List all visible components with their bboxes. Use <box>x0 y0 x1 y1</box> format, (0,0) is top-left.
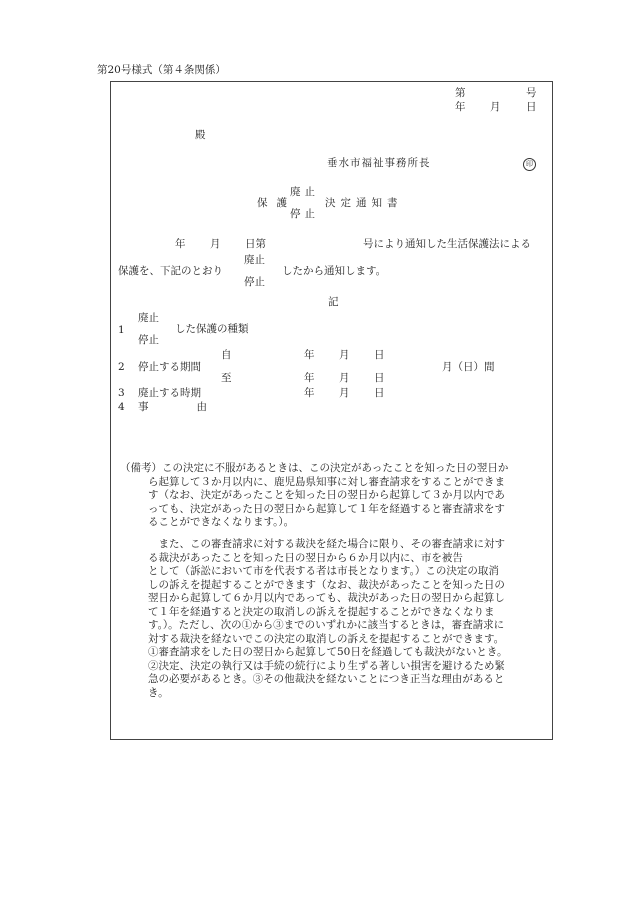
item1-teishi: 停止 <box>138 334 159 346</box>
remarks-line: っても、決定があった日の翌日から起算して１年を経過すると審査請求をす <box>148 502 505 515</box>
remarks-label: （備考） <box>120 462 162 474</box>
form-title: 第20号様式（第４条関係） <box>97 64 226 76</box>
item2-label: 停止する期間 <box>138 361 201 373</box>
item2-month2: 月 <box>339 372 350 384</box>
seal-mark: 印 <box>523 158 536 171</box>
item2-year2: 年 <box>304 372 315 384</box>
doc-no-dai: 第 <box>455 87 466 99</box>
item2-day1: 日 <box>374 349 385 361</box>
remarks-line: この決定に不服があるときは、この決定があったことを知った日の翌日か <box>162 462 509 474</box>
intro-haishi: 廃止 <box>244 254 265 266</box>
date-day: 日 <box>526 101 537 113</box>
title-rest: 決定通知書 <box>325 197 403 209</box>
intro-teishi: 停止 <box>244 276 265 288</box>
ki-heading: 記 <box>328 296 339 308</box>
intro-day-dai: 日第 <box>245 238 266 250</box>
item3-month: 月 <box>339 387 350 399</box>
remarks-line: す。）。ただし、次の①から③までのいずれかに該当するときは，審査請求に <box>148 619 505 631</box>
addressee-dono: 殿 <box>195 129 206 141</box>
remarks-line: て１年を経過すると決定の取消しの訴えを提起することができなくなりま <box>148 605 495 618</box>
remarks-line: す（なお、決定があったことを知った日の翌日から起算して３か月以内であ <box>148 489 505 501</box>
remarks-line: ら起算して３か月以内に、鹿児島県知事に対し審査請求をすることができま <box>148 475 505 488</box>
item1-label: した保護の種類 <box>175 323 249 335</box>
date-month: 月 <box>490 101 501 113</box>
remarks-line: として（訴訟において市を代表する者は市長となります。）この決定の取消 <box>148 565 499 577</box>
title-haishi: 廃止 <box>290 186 319 198</box>
item2-period: 月（日）間 <box>442 361 495 373</box>
intro-rest: 号により通知した生活保護法による <box>363 238 531 250</box>
title-teishi: 停止 <box>290 208 319 220</box>
title-hogo: 保護 <box>257 197 296 209</box>
remarks-line: また、この審査請求に対する裁決を経た場合に限り、その審査請求に対す <box>148 538 505 550</box>
intro-l2-end: したから通知します。 <box>282 265 387 277</box>
intro-year: 年 <box>175 238 186 250</box>
item2-year1: 年 <box>304 349 315 361</box>
item4-no: 4 <box>118 401 125 413</box>
item1-haishi: 廃止 <box>138 312 159 324</box>
item3-day: 日 <box>374 387 385 399</box>
remarks-line: ②決定、決定の執行又は手続の続行により生ずる著しい損害を避けるため緊 <box>148 659 505 672</box>
item2-day2: 日 <box>374 372 385 384</box>
item3-no: 3 <box>118 387 125 399</box>
item1-no: 1 <box>118 324 125 336</box>
remarks-line: 対する裁決を経ないでこの決定の取消しの訴えを提起することができます。 <box>148 632 505 645</box>
item4-label: 事由 <box>138 401 255 413</box>
remarks-line: る裁決があったことを知った日の翌日から６か月以内に、市を被告 <box>148 551 463 564</box>
remarks-line: ①審査請求をした日の翌日から起算して50日を経過しても裁決がないとき。 <box>148 646 508 658</box>
date-year: 年 <box>455 101 466 113</box>
item2-from: 自 <box>221 349 232 361</box>
issuer-name: 垂水市福祉事務所長 <box>327 157 431 169</box>
remarks-line: しの訴えを提起することができます（なお、裁決があったことを知った日の <box>148 578 505 591</box>
item3-label: 廃止する時期 <box>138 387 201 399</box>
item2-month1: 月 <box>339 349 350 361</box>
item3-year: 年 <box>304 387 315 399</box>
item2-no: 2 <box>118 361 125 373</box>
remarks-line: 急の必要があるとき。③その他裁決を経ないことにつき正当な理由があると <box>148 673 505 685</box>
remarks-line: 翌日から起算して６か月以内であっても、裁決があった日の翌日から起算し <box>148 592 505 604</box>
intro-month: 月 <box>210 238 221 250</box>
remarks-line: き。 <box>148 686 169 699</box>
intro-l2-start: 保護を、下記のとおり <box>118 265 223 277</box>
item2-to: 至 <box>221 372 232 384</box>
doc-no-go: 号 <box>526 87 537 99</box>
remarks-line: ることができなくなります。）。 <box>148 516 295 528</box>
